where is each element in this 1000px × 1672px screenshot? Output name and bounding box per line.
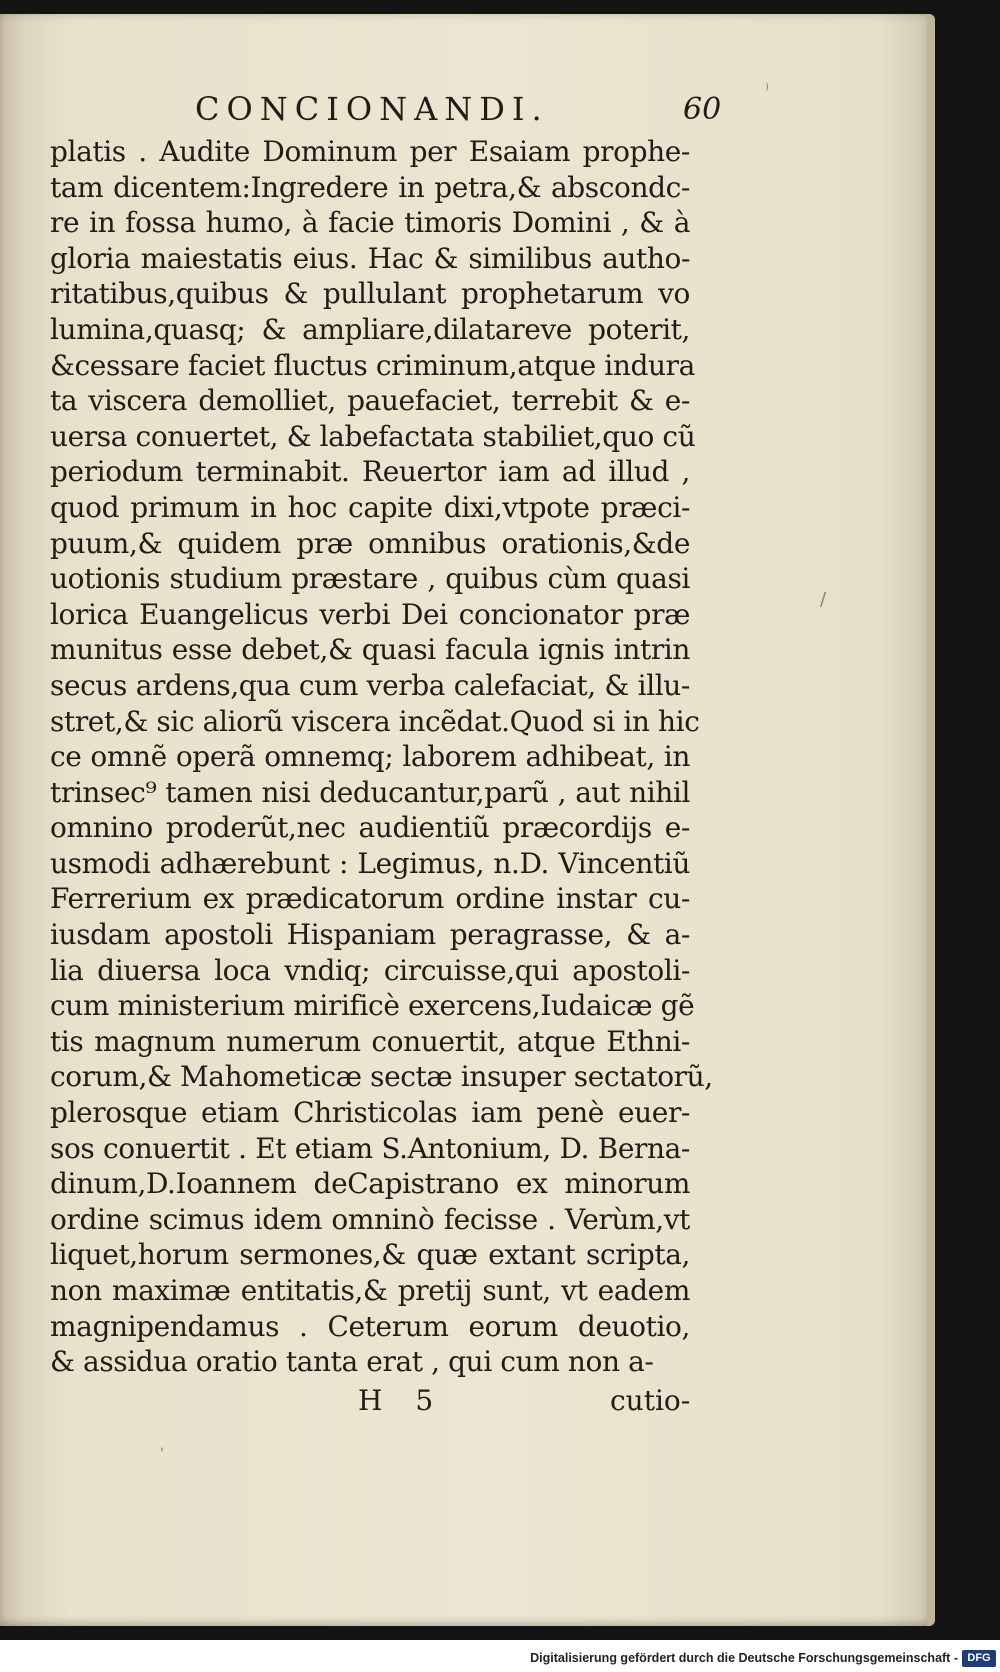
text-line: omnino proderũt,nec audientiũ præcordijs e- [50, 811, 690, 845]
page-mark: / [820, 589, 827, 610]
text-line: puum,& quidem præ omnibus orationis,&de [50, 526, 690, 560]
page-mark: ⁾ [765, 80, 769, 99]
text-line: dinum,D.Ioannem deCapistrano ex minorum [50, 1167, 690, 1201]
text-line: uersa conuertet, & labefactata stabiliet,quo cũ [50, 419, 696, 453]
credit-bar [0, 1648, 1000, 1672]
text-line: ordine scimus idem omninò fecisse . Verùm,vt [50, 1202, 690, 1236]
text-line: iusdam apostoli Hispaniam peragrasse, & a- [50, 918, 690, 952]
text-line: ritatibus,quibus & pullulant prophetarum vo [50, 277, 690, 311]
text-line: uotionis studium præstare , quibus cùm quasi [50, 562, 690, 596]
text-line: stret,& sic aliorũ viscera incẽdat.Quod si in hic [50, 704, 700, 738]
text-line: re in fossa humo, à facie timoris Domini , & à [50, 206, 690, 240]
text-line: &cessare faciet fluctus criminum,atque indura [50, 348, 695, 382]
text-line: lia diuersa loca vndiq; circuisse,qui apostoli- [50, 953, 690, 987]
text-line: non maximæ entitatis,& pretij sunt, vt eadem [50, 1274, 690, 1307]
text-line: gloria maiestatis eius. Hac & similibus autho- [50, 241, 690, 275]
text-line: quod primum in hoc capite dixi,vtpote præci- [50, 490, 690, 524]
page-footer [0, 1384, 935, 1424]
text-line: magnipendamus . Ceterum eorum deuotio, [50, 1309, 690, 1343]
page-mark: ' [160, 1446, 164, 1462]
text-line: & assidua oratio tanta erat , qui cum non a- [50, 1345, 654, 1379]
running-head: CONCIONANDI. [195, 90, 549, 128]
text-line: plerosque etiam Christicolas iam penè euer- [50, 1096, 690, 1130]
text-line: periodum terminabit. Reuertor iam ad illud , [50, 455, 690, 489]
text-line: sos conuertit . Et etiam S.Antonium, D. Berna- [50, 1131, 690, 1165]
text-line: liquet,horum sermones,& quæ extant scripta, [50, 1238, 690, 1272]
body-text [50, 134, 713, 1380]
text-line: trinsec⁹ tamen nisi deducantur,parũ , aut nihil [50, 775, 690, 809]
catchword: cutio- [610, 1384, 691, 1417]
signature-mark: H 5 [358, 1384, 446, 1417]
page-header [0, 90, 935, 130]
dfg-logo: DFG [962, 1650, 996, 1667]
text-line: lumina,quasq; & ampliare,dilatareve poterit, [50, 312, 690, 346]
book-page [0, 14, 935, 1626]
text-line: munitus esse debet,& quasi facula ignis intrin [50, 633, 690, 667]
text-line: cum ministerium mirificè exercens,Iudaicæ gẽ [50, 989, 695, 1023]
text-line: usmodi adhærebunt : Legimus, n.D. Vincentiũ [50, 846, 690, 880]
text-line: secus ardens,qua cum verba calefaciat, & illu- [50, 668, 690, 702]
text-line: ce omnẽ operã omnemq; laborem adhibeat, in [50, 740, 690, 774]
text-line: tam dicentem:Ingredere in petra,& abscondc- [50, 170, 690, 204]
text-line: platis . Audite Dominum per Esaiam prophe- [50, 135, 690, 168]
funding-credit: Digitalisierung gefördert durch die Deutsche Forschungsgemeinschaft - [530, 1651, 958, 1665]
text-line: Ferrerium ex prædicatorum ordine instar cu- [50, 882, 690, 916]
text-line: ta viscera demolliet, pauefaciet, terrebit & e- [50, 384, 690, 418]
text-line: tis magnum numerum conuertit, atque Ethni- [50, 1024, 690, 1058]
text-line: corum,& Mahometicæ sectæ insuper sectatorũ, [50, 1060, 713, 1094]
folio-number: 60 [683, 92, 722, 127]
text-line: lorica Euangelicus verbi Dei concionator præ [50, 597, 690, 631]
